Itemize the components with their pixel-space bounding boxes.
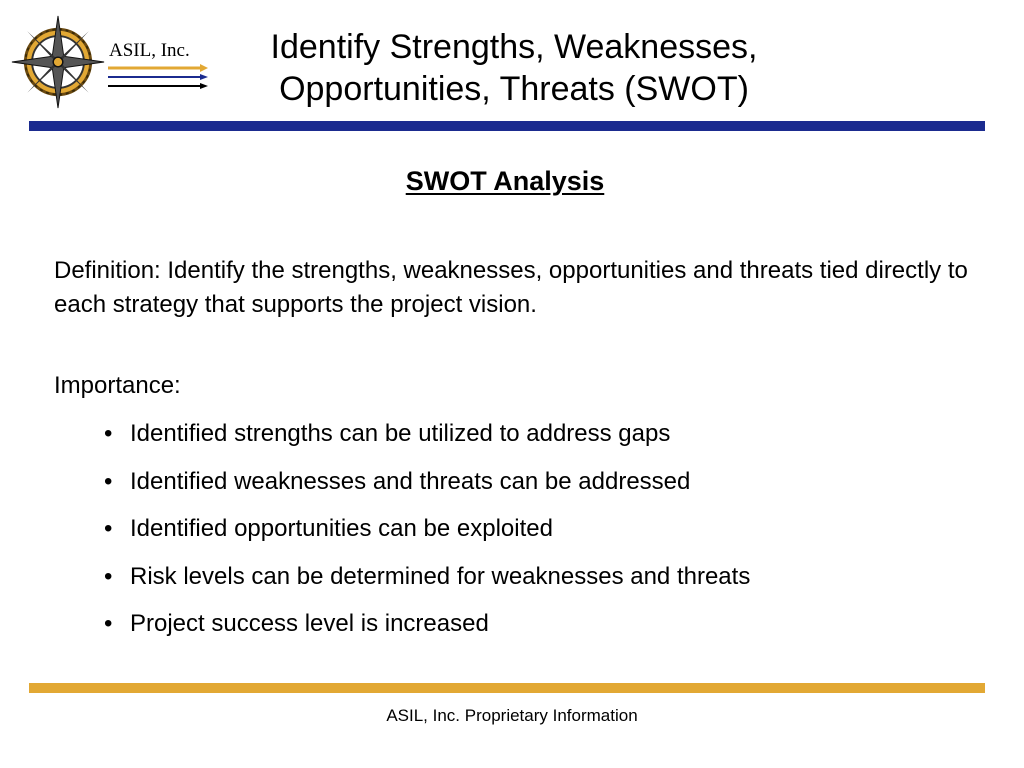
list-item [104,418,750,466]
slide-title-line1: Identify Strengths, Weaknesses, [270,28,758,66]
arrows-icon [104,62,208,92]
definition-text: Definition: Identify the strengths, weaknesses, opportunities and threats tied directly to each strategy that supports the project vision. [54,257,968,318]
list-item [104,608,750,656]
importance-list [104,418,750,656]
bullet-icon: • [104,610,113,637]
footer-text: ASIL, Inc. Proprietary Information [386,706,638,725]
bullet-icon: • [104,562,113,590]
footer-divider [29,683,985,693]
slide-title [214,26,814,110]
list-item-text: Identified weaknesses and threats can be addressed [130,467,691,495]
bullet-icon: • [104,420,113,447]
company-name: ASIL, Inc. [109,40,190,61]
slide-title-line2: Opportunities, Threats (SWOT) [279,70,749,108]
bullet-icon: • [104,515,113,542]
title-divider [29,121,985,131]
list-item [104,466,750,514]
compass-icon [10,14,106,110]
importance-label: Importance: [54,372,181,399]
list-item-text: Project success level is increased [130,610,489,637]
list-item-text: Risk levels can be determined for weaknesses and threats [130,562,751,590]
list-item-text: Identified strengths can be utilized to address gaps [130,420,671,447]
bullet-icon: • [104,467,113,495]
list-item-text: Identified opportunities can be exploited [130,515,553,542]
section-heading: SWOT Analysis [405,166,605,196]
list-item [104,513,750,561]
list-item [104,561,750,609]
